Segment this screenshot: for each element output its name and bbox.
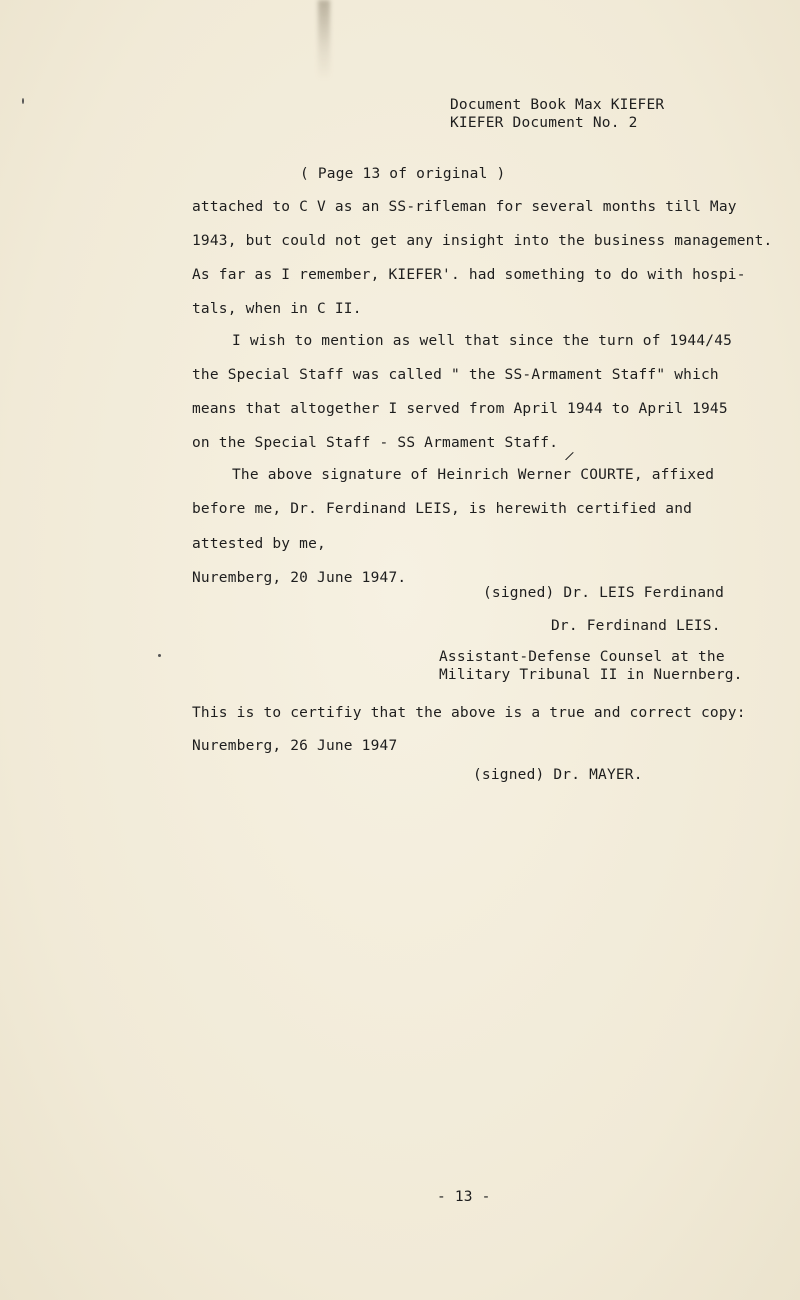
paragraph2-line3: means that altogether I served from April 1944 to April 1945 <box>192 401 728 417</box>
paragraph2-line2: the Special Staff was called " the SS-Armament Staff" which <box>192 367 719 383</box>
signature-mayer: (signed) Dr. MAYER. <box>473 767 643 783</box>
paragraph2-line1: I wish to mention as well that since the turn of 1944/45 <box>232 333 733 349</box>
paragraph1-line4: tals, when in C II. <box>192 301 362 317</box>
paragraph1-line2: 1943, but could not get any insight into the business management. <box>192 233 773 249</box>
page-reference: ( Page 13 of original ) <box>300 166 506 182</box>
handwritten-accent-mark: / <box>563 448 576 464</box>
paragraph1-line1: attached to C V as an SS-rifleman for several months till May <box>192 199 737 215</box>
signatory-title-line2: Military Tribunal II in Nuernberg. <box>439 667 743 683</box>
paper-crease <box>318 0 330 80</box>
paragraph1-line3: As far as I remember, KIEFER'. had something to do with hospi- <box>192 267 746 283</box>
signatory-title-line1: Assistant-Defense Counsel at the <box>439 649 725 665</box>
document-number-header: KIEFER Document No. 2 <box>450 115 638 131</box>
page-number: - 13 - <box>437 1189 491 1205</box>
certification-line2: before me, Dr. Ferdinand LEIS, is herewith certified and <box>192 501 693 517</box>
signatory-name-leis: Dr. Ferdinand LEIS. <box>551 618 721 634</box>
signature-leis: (signed) Dr. LEIS Ferdinand <box>483 585 725 601</box>
certification-line1: The above signature of Heinrich Werner COURTE, affixed <box>232 467 715 483</box>
place-date-first: Nuremberg, 20 June 1947. <box>192 570 407 586</box>
paper-speck <box>158 654 161 657</box>
document-book-header: Document Book Max KIEFER <box>450 97 665 113</box>
paragraph2-line4: on the Special Staff - SS Armament Staff. <box>192 435 559 451</box>
certification-line3: attested by me, <box>192 536 326 552</box>
paper-speck <box>22 98 24 104</box>
copy-certification: This is to certifiy that the above is a true and correct copy: <box>192 705 746 721</box>
place-date-second: Nuremberg, 26 June 1947 <box>192 738 398 754</box>
